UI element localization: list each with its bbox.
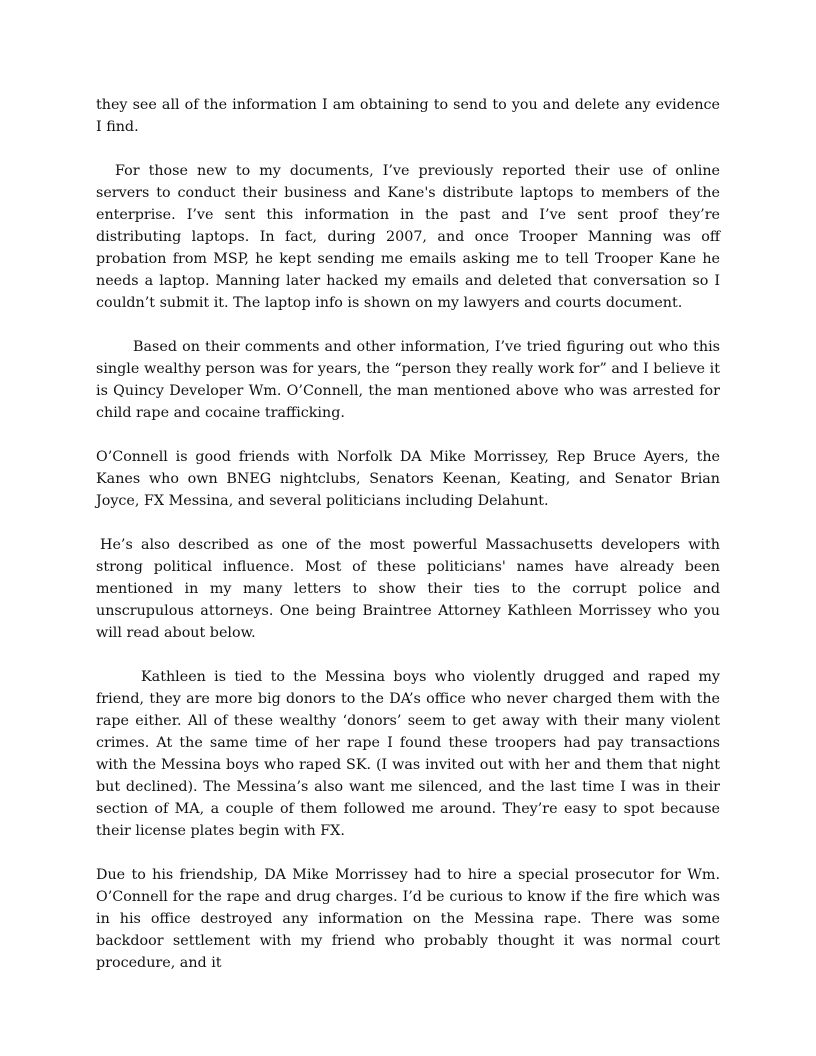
paragraph-7: Due to his friendship, DA Mike Morrissey had to hire a special prosecutor for Wm. O’Connell for the rape and drug charges. I’d be curious to know if the fire which was in his office destroyed any information on the Messina rape. There was some backdoor settlement with my friend who probably thought it was normal court procedure, and it	[96, 867, 720, 971]
paragraph-2: For those new to my documents, I’ve previously reported their use of online servers to conduct their business and Kane's distribute laptops to members of the enterprise. I’ve sent this information in the past and I’ve sent proof they’re distributing laptops. In fact, during 2007, and once Trooper Manning was off probation from MSP, he kept sending me emails asking me to tell Trooper Kane he needs a laptop. Manning later hacked my emails and deleted that conversation so I couldn’t submit it. The laptop info is shown on my lawyers and courts document.	[96, 163, 720, 311]
paragraph-3: Based on their comments and other information, I’ve tried figuring out who this single wealthy person was for years, the “person they really work for” and I believe it is Quincy Developer Wm. O’Connell, the man mentioned above who was arrested for child rape and cocaine trafficking.	[96, 339, 720, 421]
paragraph-6: Kathleen is tied to the Messina boys who violently drugged and raped my friend, they are more big donors to the DA’s office who never charged them with the rape either. All of these wealthy ‘donors’ seem to get away with their many violent crimes. At the same time of her rape I found these troopers had pay transactions with the Messina boys who raped SK. (I was invited out with her and them that night but declined). The Messina’s also want me silenced, and the last time I was in their section of MA, a couple of them followed me around. They’re easy to spot because their license plates begin with FX.	[96, 669, 720, 839]
document-page	[96, 94, 720, 974]
paragraph-5: He’s also described as one of the most powerful Massachusetts developers with strong political influence. Most of these politicians' names have already been mentioned in my many letters to show their ties to the corrupt police and unscrupulous attorneys. One being Braintree Attorney Kathleen Morrissey who you will read about below.	[96, 537, 720, 641]
paragraph-1: they see all of the information I am obtaining to send to you and delete any evidence I find.	[96, 97, 720, 135]
paragraph-4: O’Connell is good friends with Norfolk DA Mike Morrissey, Rep Bruce Ayers, the Kanes who own BNEG nightclubs, Senators Keenan, Keating, and Senator Brian Joyce, FX Messina, and several politicians including Delahunt.	[96, 449, 720, 509]
